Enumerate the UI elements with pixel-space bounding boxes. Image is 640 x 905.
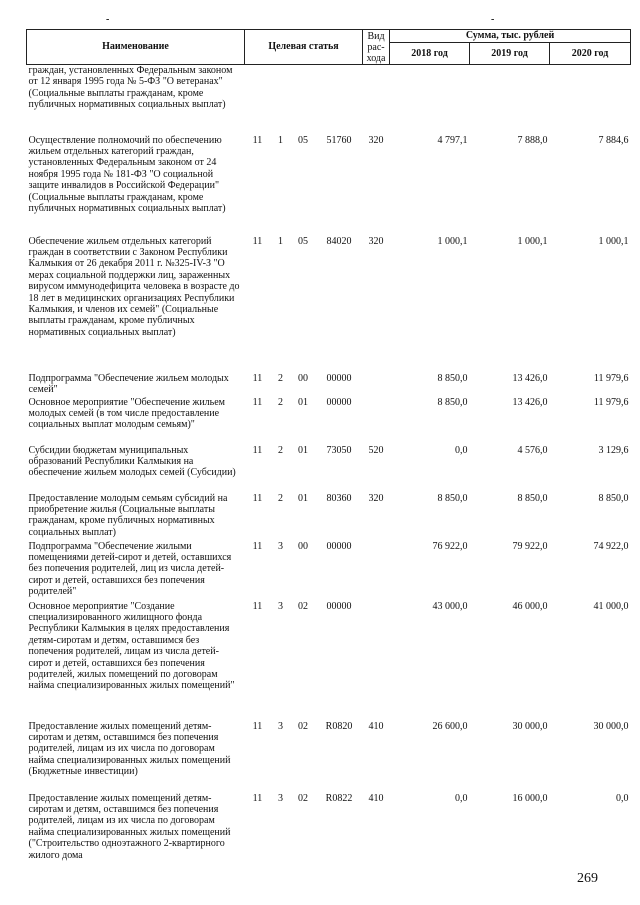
code-event: 05 — [298, 134, 308, 146]
code-program: 11 — [252, 792, 263, 804]
code-program: 11 — [252, 444, 263, 456]
table-row — [27, 793, 631, 874]
amount-2018: 8 850,0 — [437, 396, 468, 408]
expense-type-code: 410 — [368, 792, 384, 804]
row-name: Предоставление молодым семьям субсидий на приобретение жилья (Социальные выплаты гражданам, кроме публичных нормативных социальных выплат) — [28, 492, 228, 538]
code-program: 11 — [252, 134, 263, 146]
table-row — [27, 445, 631, 493]
code-subprogram: 3 — [278, 720, 283, 732]
amount-2019 — [470, 65, 550, 135]
row-name: Обеспечение жильем отдельных категорий граждан в соответствии с Законом Республики Калмыкия от 26 декабря 2011 г. №325-IV-З "О мерах социальной поддержки лиц, зараженных вирусом иммунодефицита человека в возрасте до 18 лет в медицинских организациях Республики Калмыкия, и членов их семей" (Социальные выплаты гражданам, кроме публичных нормативных социальных выплат) — [28, 235, 240, 338]
amount-2019: 7 888,0 — [517, 134, 548, 146]
code-subprogram: 2 — [278, 492, 283, 504]
code-direction: R0820 — [325, 720, 353, 732]
amount-2020: 30 000,0 — [593, 720, 629, 732]
code-program: 11 — [252, 372, 263, 384]
amount-2019: 16 000,0 — [512, 792, 548, 804]
table-row — [27, 65, 631, 135]
table-row — [27, 541, 631, 601]
code-direction — [316, 65, 363, 135]
column-header-2019: 2019 год — [470, 43, 550, 65]
code-direction: 00000 — [326, 540, 352, 552]
amount-2018: 0,0 — [455, 444, 468, 456]
amount-2019: 30 000,0 — [512, 720, 548, 732]
row-name: Осуществление полномочий по обеспечению жильем отдельных категорий граждан, установленных Федеральным законом от 24 ноября 1995 года № 181-ФЗ "О социальной защите инвалидов в Российской Федерации" (Социальные выплаты гражданам, кроме публичных нормативных социальных выплат) — [28, 134, 226, 214]
amount-2019: 13 426,0 — [512, 396, 548, 408]
budget-table — [26, 29, 631, 874]
table-row — [27, 397, 631, 445]
amount-2019: 13 426,0 — [512, 372, 548, 384]
amount-2019: 4 576,0 — [517, 444, 548, 456]
code-event: 02 — [298, 720, 308, 732]
code-direction: 84020 — [326, 235, 352, 247]
code-event: 01 — [298, 492, 308, 504]
amount-2018: 8 850,0 — [437, 492, 468, 504]
amount-2018: 8 850,0 — [437, 372, 468, 384]
row-name: граждан, установленных Федеральным законом от 12 января 1995 года № 5-ФЗ "О ветеранах" (Социальные выплаты гражданам, кроме публичных нормативных социальных выплат) — [28, 65, 233, 111]
code-event — [291, 65, 316, 135]
expense-type-code: 320 — [368, 134, 384, 146]
code-program: 11 — [252, 492, 263, 504]
amount-2020: 1 000,1 — [598, 235, 629, 247]
code-direction: 00000 — [326, 396, 352, 408]
amount-2020: 3 129,6 — [598, 444, 629, 456]
amount-2020: 8 850,0 — [598, 492, 629, 504]
code-subprogram: 3 — [278, 792, 283, 804]
table-row — [27, 493, 631, 541]
table-row — [27, 236, 631, 373]
code-program: 11 — [252, 720, 263, 732]
amount-2019: 46 000,0 — [512, 600, 548, 612]
row-name: Подпрограмма "Обеспечение жильем молодых семей" — [28, 372, 229, 395]
amount-2018: 1 000,1 — [437, 235, 468, 247]
amount-2020 — [550, 65, 631, 135]
amount-2019: 1 000,1 — [517, 235, 548, 247]
code-subprogram: 3 — [278, 540, 283, 552]
amount-2020: 0,0 — [616, 792, 629, 804]
expense-type-code: 520 — [368, 444, 384, 456]
code-subprogram — [271, 65, 291, 135]
code-program: 11 — [252, 235, 263, 247]
amount-2018: 76 922,0 — [432, 540, 468, 552]
code-direction: 00000 — [326, 372, 352, 384]
code-subprogram: 3 — [278, 600, 283, 612]
expense-type-code — [363, 65, 390, 135]
expense-type-code — [363, 397, 390, 445]
code-program — [245, 65, 271, 135]
table-row — [27, 373, 631, 397]
amount-2020: 11 979,6 — [593, 372, 629, 384]
column-header-target-article: Целевая статья — [245, 30, 363, 65]
column-header-2020: 2020 год — [550, 43, 631, 65]
code-subprogram: 1 — [278, 134, 283, 146]
expense-type-code — [363, 373, 390, 397]
amount-2018: 43 000,0 — [432, 600, 468, 612]
amount-2020: 7 884,6 — [598, 134, 629, 146]
row-name: Подпрограмма "Обеспечение жилыми помещениями детей-сирот и детей, оставшихся без попечения родителей, лиц из числа детей-сирот и детей, оставшихся без попечения родителей" — [28, 540, 232, 598]
expense-type-code: 410 — [368, 720, 384, 732]
table-row — [27, 721, 631, 793]
code-event: 00 — [298, 540, 308, 552]
header-mark-left: - — [106, 14, 110, 25]
code-event: 05 — [298, 235, 308, 247]
amount-2020: 74 922,0 — [593, 540, 629, 552]
amount-2019: 79 922,0 — [512, 540, 548, 552]
code-program: 11 — [252, 540, 263, 552]
expense-type-code — [363, 541, 390, 601]
code-event: 00 — [298, 372, 308, 384]
table-row — [27, 135, 631, 236]
row-name: Предоставление жилых помещений детям-сиротам и детям, оставшимся без попечения родителей, лицам из их числа по договорам найма специализированных жилых помещений ("Строительство одноэтажного 2-квартирного жилого дома — [28, 792, 231, 861]
column-header-2018: 2018 год — [390, 43, 470, 65]
expense-type-code: 320 — [368, 235, 384, 247]
amount-2018: 0,0 — [455, 792, 468, 804]
code-event: 02 — [298, 600, 308, 612]
table-header — [27, 30, 631, 65]
expense-type-code: 320 — [368, 492, 384, 504]
code-direction: 73050 — [326, 444, 352, 456]
code-direction: R0822 — [325, 792, 353, 804]
code-subprogram: 2 — [278, 396, 283, 408]
expense-type-code — [363, 601, 390, 721]
amount-2018: 4 797,1 — [437, 134, 468, 146]
code-subprogram: 2 — [278, 444, 283, 456]
table-row — [27, 601, 631, 721]
code-subprogram: 2 — [278, 372, 283, 384]
column-header-sum-group: Сумма, тыс. рублей — [390, 30, 631, 43]
amount-2020: 11 979,6 — [593, 396, 629, 408]
code-program: 11 — [252, 396, 263, 408]
row-name: Предоставление жилых помещений детям-сиротам и детям, оставшимся без попечения родителей, лицам из их числа по договорам найма специализированных жилых помещений (Бюджетные инвестиции) — [28, 720, 231, 778]
page-number: 269 — [577, 871, 598, 886]
code-event: 01 — [298, 396, 308, 408]
row-name: Основное мероприятие "Обеспечение жильем молодых семей (в том числе предоставление социальных выплат молодым семьям)" — [28, 396, 225, 431]
table-body — [27, 65, 631, 874]
code-direction: 00000 — [326, 600, 352, 612]
code-direction: 51760 — [326, 134, 352, 146]
code-event: 01 — [298, 444, 308, 456]
amount-2018: 26 600,0 — [432, 720, 468, 732]
amount-2018 — [390, 65, 470, 135]
amount-2020: 41 000,0 — [593, 600, 629, 612]
column-header-expense-type: Вид рас-хода — [363, 30, 390, 65]
code-event: 02 — [298, 792, 308, 804]
row-name: Основное мероприятие "Создание специализированного жилищного фонда Республики Калмыкия в целях предоставления детям-сиротам и детям, оставшимся без попечения родителей, лицам из числа детей-сирот и детей, оставшихся без попечения родителей, жилых помещений по договорам найма специализированных жилых помещений" — [28, 600, 235, 692]
header-mark-right: - — [491, 14, 495, 25]
column-header-name: Наименование — [27, 30, 245, 65]
amount-2019: 8 850,0 — [517, 492, 548, 504]
code-direction: 80360 — [326, 492, 352, 504]
code-subprogram: 1 — [278, 235, 283, 247]
row-name: Субсидии бюджетам муниципальных образований Республики Калмыкия на обеспечение жильем молодых семей (Субсидии) — [28, 444, 236, 479]
code-program: 11 — [252, 600, 263, 612]
